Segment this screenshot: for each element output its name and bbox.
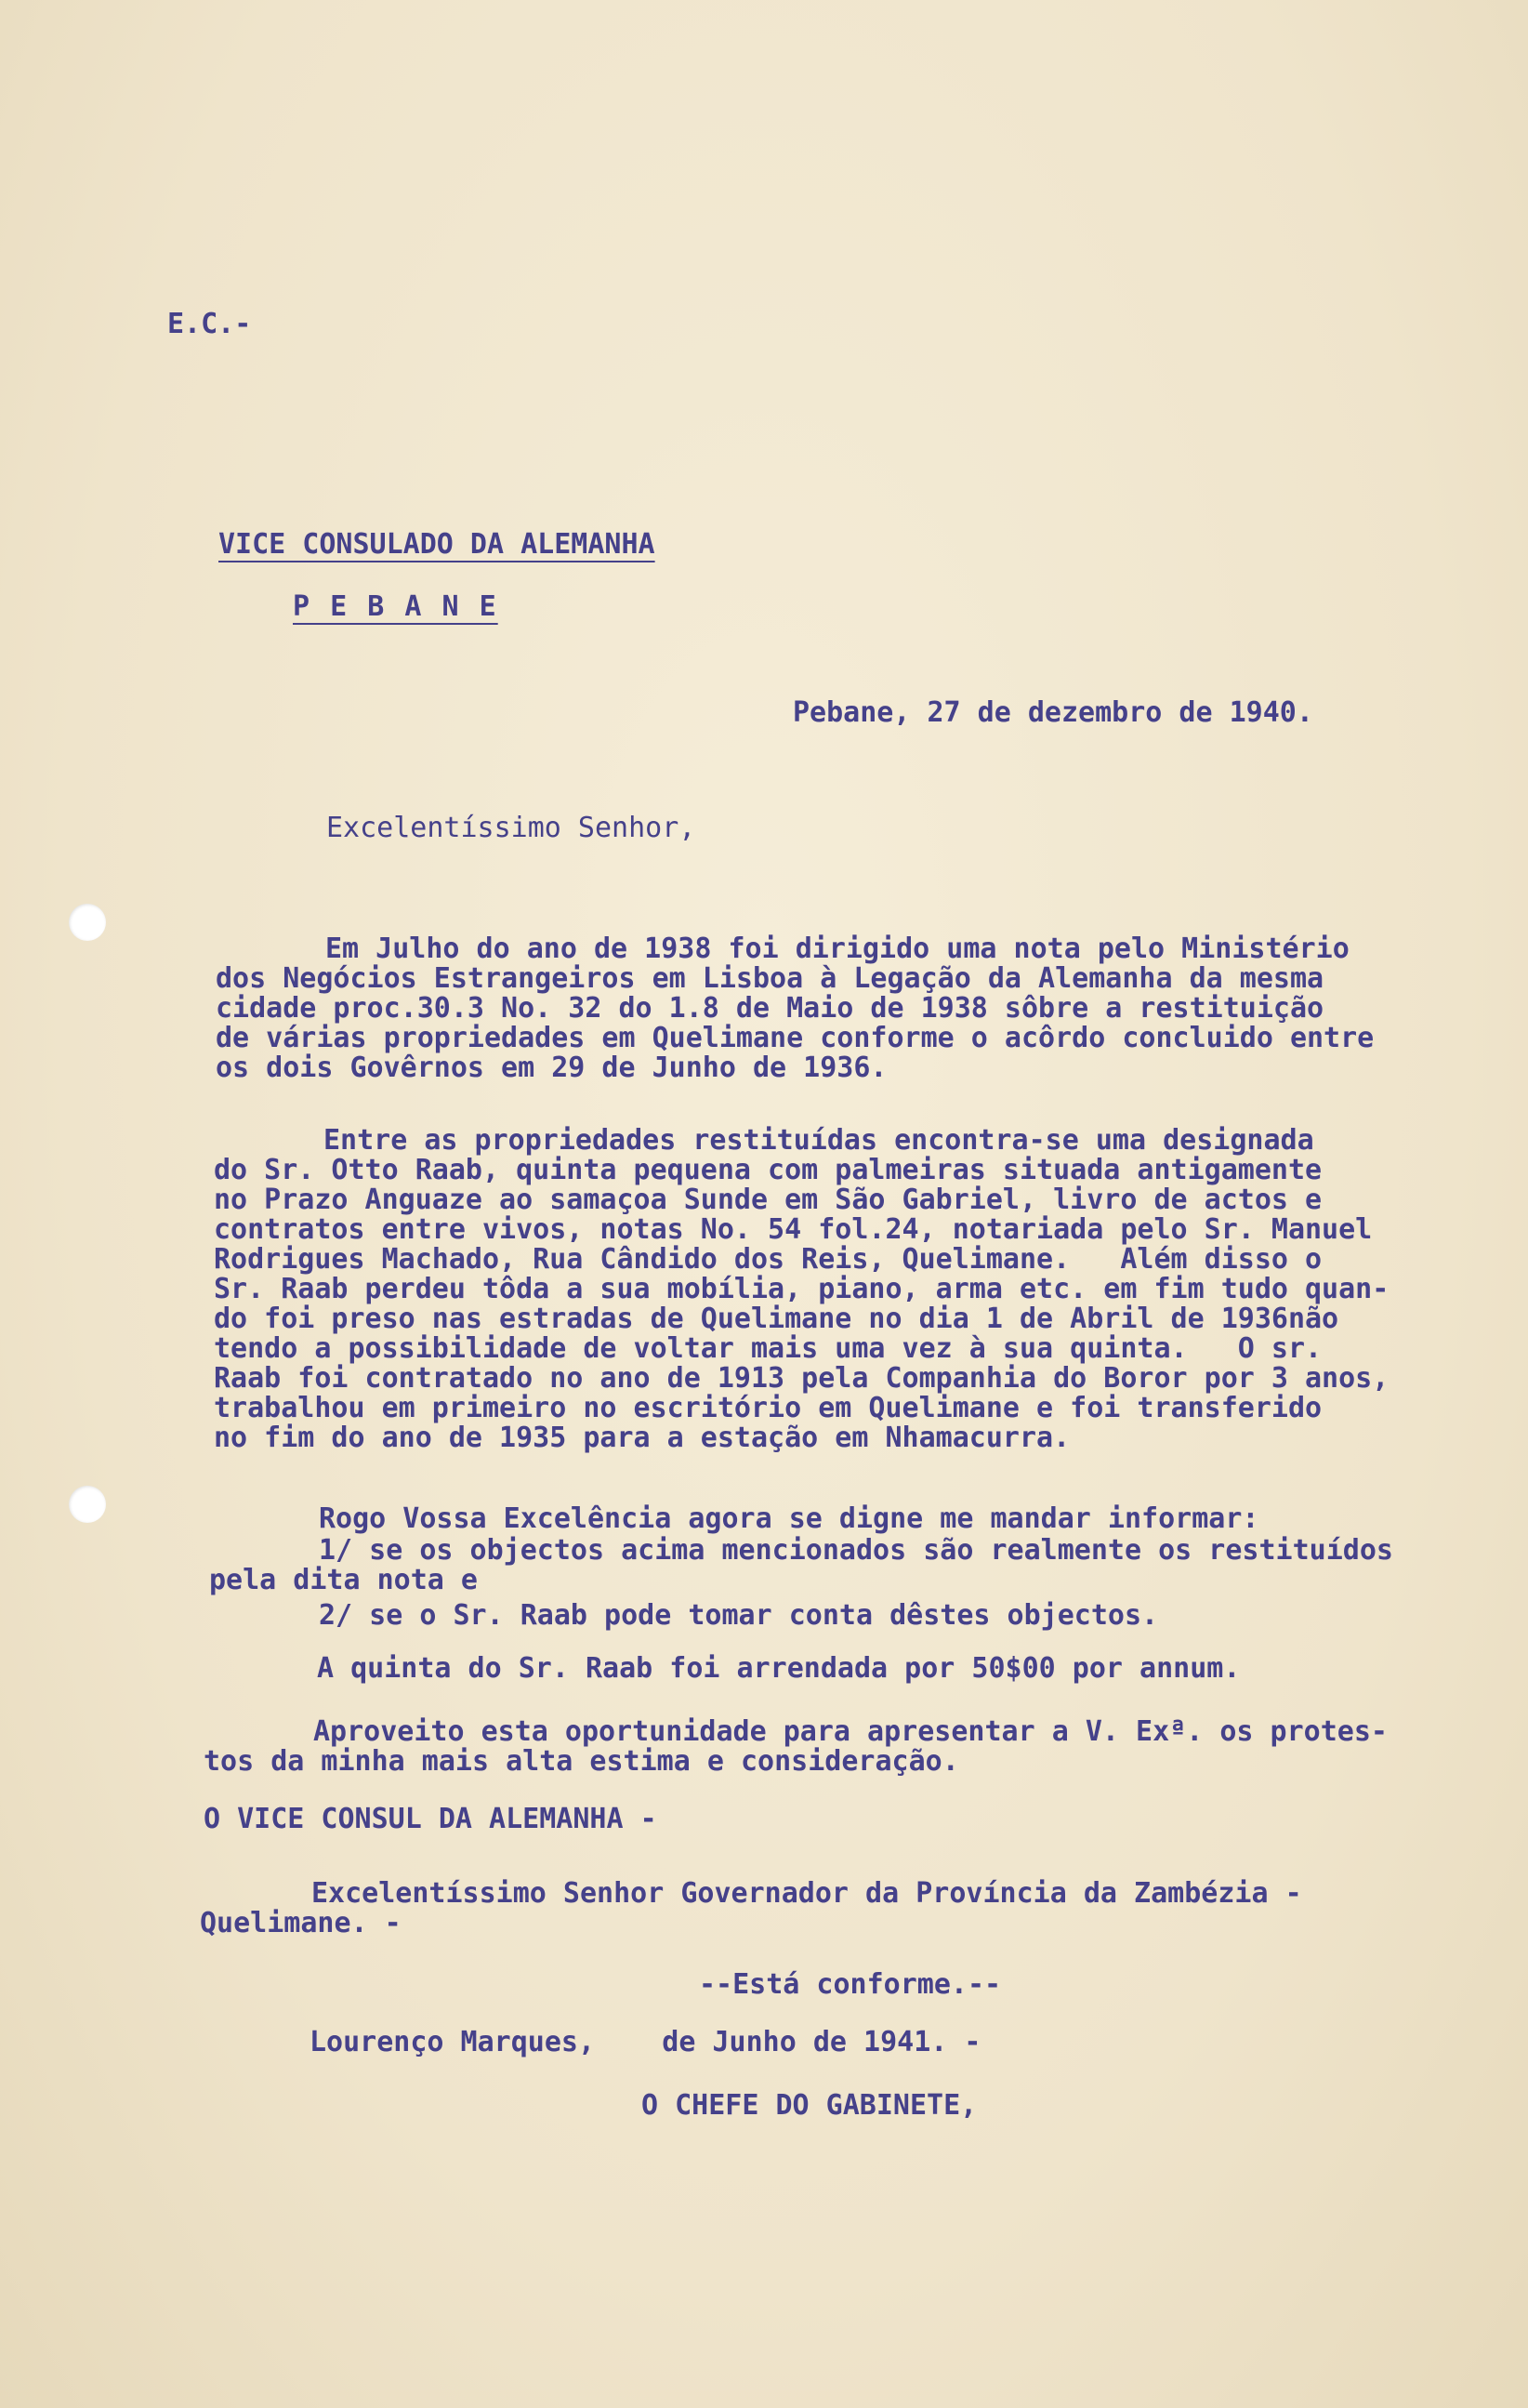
paragraph-4: A quinta do Sr. Raab foi arrendada por 50$00 por annum. bbox=[317, 1652, 1241, 1685]
paragraph-line: os dois Govêrnos em 29 de Junho de 1936. bbox=[216, 1052, 888, 1084]
paragraph-line: do foi preso nas estradas de Quelimane no dia 1 de Abril de 1936não bbox=[214, 1303, 1339, 1335]
paragraph-line: dos Negócios Estrangeiros em Lisboa à Legação da Alemanha da mesma bbox=[216, 962, 1324, 995]
punch-hole-top bbox=[69, 904, 106, 941]
conformity-note: --Está conforme.-- bbox=[699, 1968, 1002, 2001]
signature-line: O VICE CONSUL DA ALEMANHA - bbox=[204, 1803, 657, 1835]
paragraph-line: do Sr. Otto Raab, quinta pequena com palmeiras situada antigamente bbox=[214, 1154, 1323, 1186]
paragraph-line: tendo a possibilidade de voltar mais uma vez à sua quinta. O sr. bbox=[214, 1332, 1323, 1365]
paragraph-line: 1/ se os objectos acima mencionados são realmente os restituídos bbox=[319, 1534, 1393, 1567]
reference-code: E.C.- bbox=[167, 308, 252, 340]
addressee-line: Quelimane. - bbox=[200, 1907, 402, 1939]
paragraph-line: no fim do ano de 1935 para a estação em Nhamacurra. bbox=[214, 1422, 1071, 1454]
paragraph-line: cidade proc.30.3 No. 32 do 1.8 de Maio de 1938 sôbre a restituição bbox=[216, 992, 1324, 1025]
paragraph-line: Rogo Vossa Excelência agora se digne me mandar informar: bbox=[319, 1502, 1259, 1535]
paragraph-line: Raab foi contratado no ano de 1913 pela Companhia do Boror por 3 anos, bbox=[214, 1362, 1390, 1395]
paragraph-line: 2/ se o Sr. Raab pode tomar conta dêstes objectos. bbox=[319, 1599, 1159, 1632]
paragraph-line: Sr. Raab perdeu tôda a sua mobília, piano, arma etc. em fim tudo quan- bbox=[214, 1273, 1390, 1305]
paragraph-line: trabalhou em primeiro no escritório em Quelimane e foi transferido bbox=[214, 1392, 1323, 1424]
place-date-line: Lourenço Marques, de Junho de 1941. - bbox=[310, 2026, 981, 2058]
office-title: VICE CONSULADO DA ALEMANHA bbox=[218, 528, 655, 561]
salutation: Excelentíssimo Senhor, bbox=[326, 812, 696, 844]
paragraph-line: Entre as propriedades restituídas encontra-se uma designada bbox=[323, 1124, 1314, 1157]
paragraph-line: Em Julho do ano de 1938 foi dirigido uma nota pelo Ministério bbox=[325, 933, 1350, 965]
paragraph-line: pela dita nota e bbox=[209, 1564, 478, 1596]
paragraph-line: Aproveito esta oportunidade para apresentar a V. Exª. os protes- bbox=[313, 1715, 1388, 1748]
paragraph-line: no Prazo Anguaze ao samaçoa Sunde em São Gabriel, livro de actos e bbox=[214, 1184, 1323, 1216]
paragraph-line: Rodrigues Machado, Rua Cândido dos Reis, Quelimane. Além disso o bbox=[214, 1243, 1323, 1276]
chief-of-cabinet: O CHEFE DO GABINETE, bbox=[641, 2089, 978, 2122]
date-line: Pebane, 27 de dezembro de 1940. bbox=[793, 696, 1313, 729]
paragraph-line: tos da minha mais alta estima e consideração. bbox=[204, 1745, 959, 1778]
paragraph-line: contratos entre vivos, notas No. 54 fol.24, notariada pelo Sr. Manuel bbox=[214, 1213, 1373, 1246]
paragraph-line: de várias propriedades em Quelimane conforme o acôrdo concluido entre bbox=[216, 1022, 1375, 1054]
addressee-line: Excelentíssimo Senhor Governador da Província da Zambézia - bbox=[311, 1877, 1302, 1910]
office-location: P E B A N E bbox=[293, 590, 498, 623]
punch-hole-bottom bbox=[69, 1486, 106, 1523]
